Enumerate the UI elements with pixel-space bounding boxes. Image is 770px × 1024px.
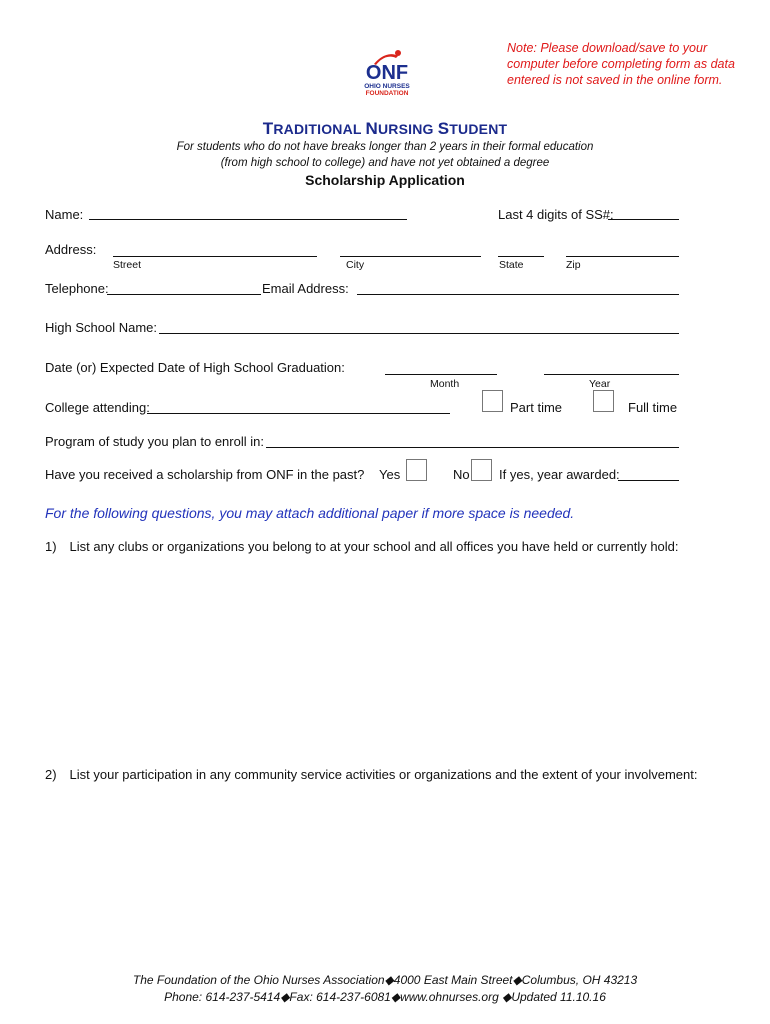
ss-label: Last 4 digits of SS#: xyxy=(498,207,614,222)
application-title: Scholarship Application xyxy=(305,172,465,188)
city-caption: City xyxy=(346,259,365,271)
telephone-label: Telephone: xyxy=(45,281,109,296)
state-caption: State xyxy=(499,259,524,271)
form-title xyxy=(0,119,770,139)
college-label: College attending: xyxy=(45,400,150,415)
part-time-label: Part time xyxy=(510,400,563,415)
question-1: 1) List any clubs or organizations you belong to at your school and all offices you have held or currently hold: xyxy=(45,539,679,554)
name-label: Name: xyxy=(45,207,84,222)
footer-address: The Foundation of the Ohio Nurses Association◆4000 East Main Street◆Columbus, OH 43213 xyxy=(132,973,638,987)
year-caption: Year xyxy=(589,378,611,390)
email-field[interactable] xyxy=(357,294,679,295)
footer-contact: Phone: 614-237-5414◆Fax: 614-237-6081◆www.ohnurses.org ◆Updated 11.10.16 xyxy=(164,990,606,1004)
no-checkbox[interactable] xyxy=(471,459,492,481)
telephone-field[interactable] xyxy=(107,294,261,295)
note-line-2: computer before completing form as data xyxy=(507,57,735,71)
zip-field[interactable] xyxy=(566,256,679,257)
full-time-label: Full time xyxy=(628,400,678,415)
subtitle-line-2: (from high school to college) and have not yet obtained a degree xyxy=(220,157,550,169)
save-note xyxy=(507,40,735,88)
state-field[interactable] xyxy=(498,256,544,257)
title-initial-n: N xyxy=(365,119,378,138)
title-part-raditional: RADITIONAL xyxy=(273,121,366,137)
title-part-tudent: TUDENT xyxy=(449,121,508,137)
note-line-3: entered is not saved in the online form. xyxy=(507,73,723,87)
email-label: Email Address: xyxy=(262,281,349,296)
graduation-month-field[interactable] xyxy=(385,374,497,375)
attach-paper-instruction: For the following questions, you may attach additional paper if more space is needed. xyxy=(45,505,575,521)
city-field[interactable] xyxy=(340,256,481,257)
high-school-label: High School Name: xyxy=(45,320,157,335)
question-2: 2) List your participation in any community service activities or organizations and the extent of your involvement: xyxy=(45,767,698,782)
no-label: No xyxy=(453,467,470,482)
high-school-field[interactable] xyxy=(159,333,679,334)
graduation-label: Date (or) Expected Date of High School Graduation: xyxy=(45,360,345,375)
scholarship-question: Have you received a scholarship from ONF in the past? xyxy=(45,467,365,482)
month-caption: Month xyxy=(430,378,460,390)
logo-text: ONF xyxy=(365,62,409,84)
street-caption: Street xyxy=(113,259,142,271)
full-time-checkbox[interactable] xyxy=(593,390,614,412)
zip-caption: Zip xyxy=(566,259,581,271)
onf-logo xyxy=(352,44,422,96)
ss-field[interactable] xyxy=(608,219,679,220)
yes-label: Yes xyxy=(379,467,401,482)
yes-checkbox[interactable] xyxy=(406,459,427,481)
part-time-checkbox[interactable] xyxy=(482,390,503,412)
program-field[interactable] xyxy=(266,447,679,448)
logo-subtext-2: FOUNDATION xyxy=(365,90,409,96)
title-initial-t: T xyxy=(262,119,274,138)
subtitle-line-1: For students who do not have breaks longer than 2 years in their formal education xyxy=(176,141,594,153)
logo-subtext-1: OHIO NURSES xyxy=(364,83,410,90)
name-field[interactable] xyxy=(89,219,407,220)
college-field[interactable] xyxy=(147,413,450,414)
title-part-ursing: URSING xyxy=(377,121,438,137)
year-awarded-field[interactable] xyxy=(618,480,679,481)
onf-logo-icon xyxy=(352,44,422,96)
street-field[interactable] xyxy=(113,256,317,257)
year-awarded-label: If yes, year awarded: xyxy=(499,467,620,482)
address-label: Address: xyxy=(45,242,97,257)
program-label: Program of study you plan to enroll in: xyxy=(45,434,264,449)
note-line-1: Note: Please download/save to your xyxy=(507,41,708,55)
title-initial-s: S xyxy=(437,119,450,138)
graduation-year-field[interactable] xyxy=(544,374,679,375)
